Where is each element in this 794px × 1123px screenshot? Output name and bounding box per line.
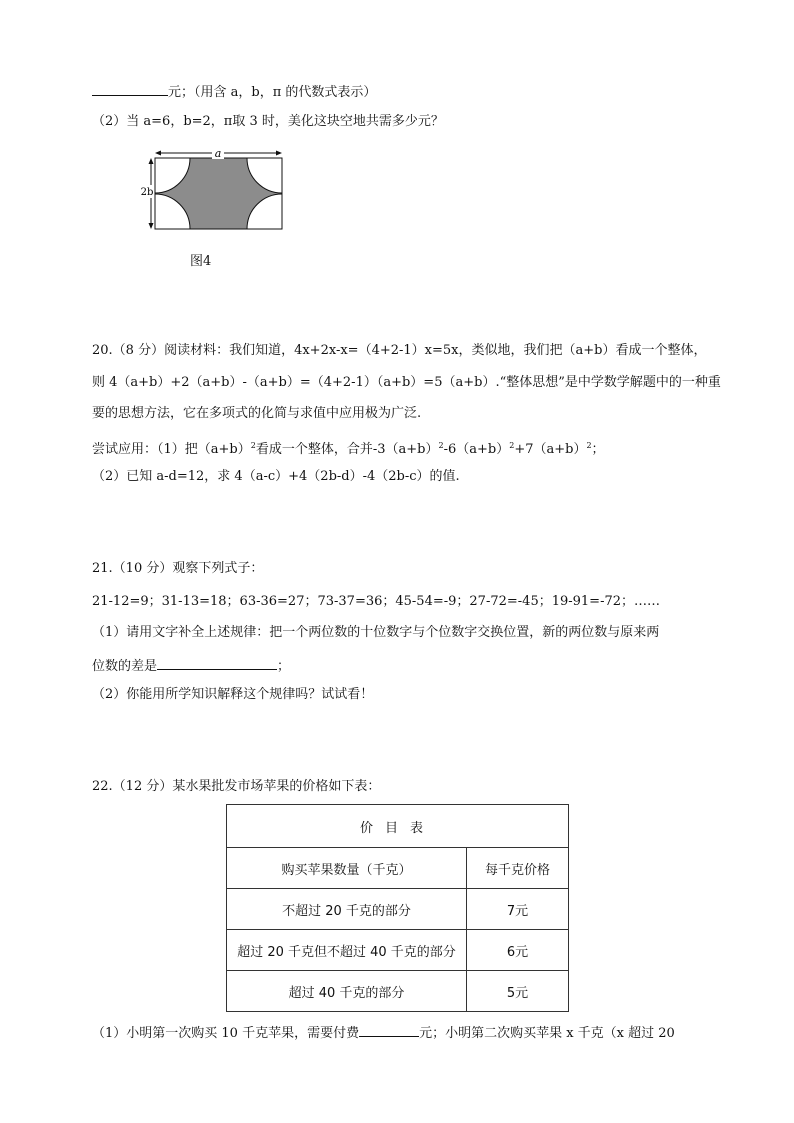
q21-line4-prefix: 位数的差是 (92, 659, 158, 674)
arrowhead-up-icon (149, 158, 154, 164)
answer-blank (92, 82, 168, 96)
q21-line4-suffix: ； (277, 659, 291, 674)
q21-line2: 21-12=9；31-13=18；63-36=27；73-37=36；45-54=-9；27-72=-45；19-91=-72；…… (92, 594, 661, 609)
q20-line3: 要的思想方法，它在多项式的化简与求值中应用极为广泛. (92, 406, 422, 421)
table-cell: 超过 20 千克但不超过 40 千克的部分 (227, 930, 467, 971)
q20-part2: （2）已知 a-d=12，求 4（a-c）+4（2b-d）-4（2b-c）的值. (92, 469, 460, 484)
q20-line1: 20.（8 分）阅读材料：我们知道，4x+2x-x=（4+2-1）x=5x，类似地，我们把（a+b）看成一个整体， (92, 343, 707, 358)
header-quantity: 购买苹果数量（千克） (227, 848, 467, 889)
q20-part1-text-e: ； (591, 442, 605, 457)
table-header-row (227, 848, 569, 889)
price-table (226, 804, 569, 1012)
q21-part2: （2）你能用所学知识解释这个规律吗？试试看！ (92, 687, 374, 702)
superscript-2: 2 (509, 441, 515, 450)
q19-part2: （2）当 a=6，b=2，π取 3 时，美化这块空地共需多少元？ (92, 114, 444, 129)
label-a: a (214, 147, 222, 160)
q19-answer-line (92, 82, 376, 101)
table-row (227, 930, 569, 971)
superscript-2: 2 (586, 441, 592, 450)
superscript-2: 2 (250, 441, 256, 450)
header-price: 每千克价格 (467, 848, 569, 889)
q19-line1-suffix: 元；（用含 a，b，π 的代数式表示） (168, 85, 377, 100)
arrowhead-right-icon (276, 151, 282, 156)
q20-part1-text-a: 尝试应用：（1）把（a+b） (92, 442, 251, 457)
q22-part1-prefix: （1）小明第一次购买 10 千克苹果，需要付费 (92, 1026, 360, 1041)
q21-line1: 21.（10 分）观察下列式子： (92, 561, 264, 576)
table-title-row (227, 805, 569, 848)
table-row (227, 889, 569, 930)
q21-line4 (92, 656, 290, 675)
q20-part1-text-d: +7（a+b） (514, 442, 587, 457)
table-cell: 不超过 20 千克的部分 (227, 889, 467, 930)
arrowhead-down-icon (149, 223, 154, 229)
answer-blank (157, 656, 277, 670)
table-cell: 5元 (467, 971, 569, 1012)
label-2b: 2b (140, 187, 154, 198)
table-row (227, 971, 569, 1012)
table-title: 价目表 (227, 805, 569, 848)
table-cell: 6元 (467, 930, 569, 971)
figure-4 (138, 144, 288, 236)
superscript-2: 2 (438, 441, 444, 450)
arrowhead-left-icon (155, 151, 161, 156)
q20-part1-text-b: 看成一个整体，合并-3（a+b） (255, 442, 439, 457)
q22-part1 (92, 1023, 675, 1042)
table-cell: 超过 40 千克的部分 (227, 971, 467, 1012)
q21-line3: （1）请用文字补全上述规律：把一个两位数的十位数字与个位数字交换位置，新的两位数与原来两 (92, 625, 660, 640)
answer-blank (359, 1023, 419, 1037)
table-cell: 7元 (467, 889, 569, 930)
q20-part1-text-c: -6（a+b） (443, 442, 510, 457)
q22-line1: 22.（12 分）某水果批发市场苹果的价格如下表： (92, 779, 381, 794)
figure-caption: 图4 (190, 254, 212, 269)
q22-part1-suffix: 元；小明第二次购买苹果 x 千克（x 超过 20 (419, 1026, 675, 1041)
q20-part1 (92, 438, 605, 458)
q20-line2: 则 4（a+b）+2（a+b）-（a+b）=（4+2-1）（a+b）=5（a+b）.“整体思想”是中学数学解题中的一种重 (92, 375, 721, 390)
